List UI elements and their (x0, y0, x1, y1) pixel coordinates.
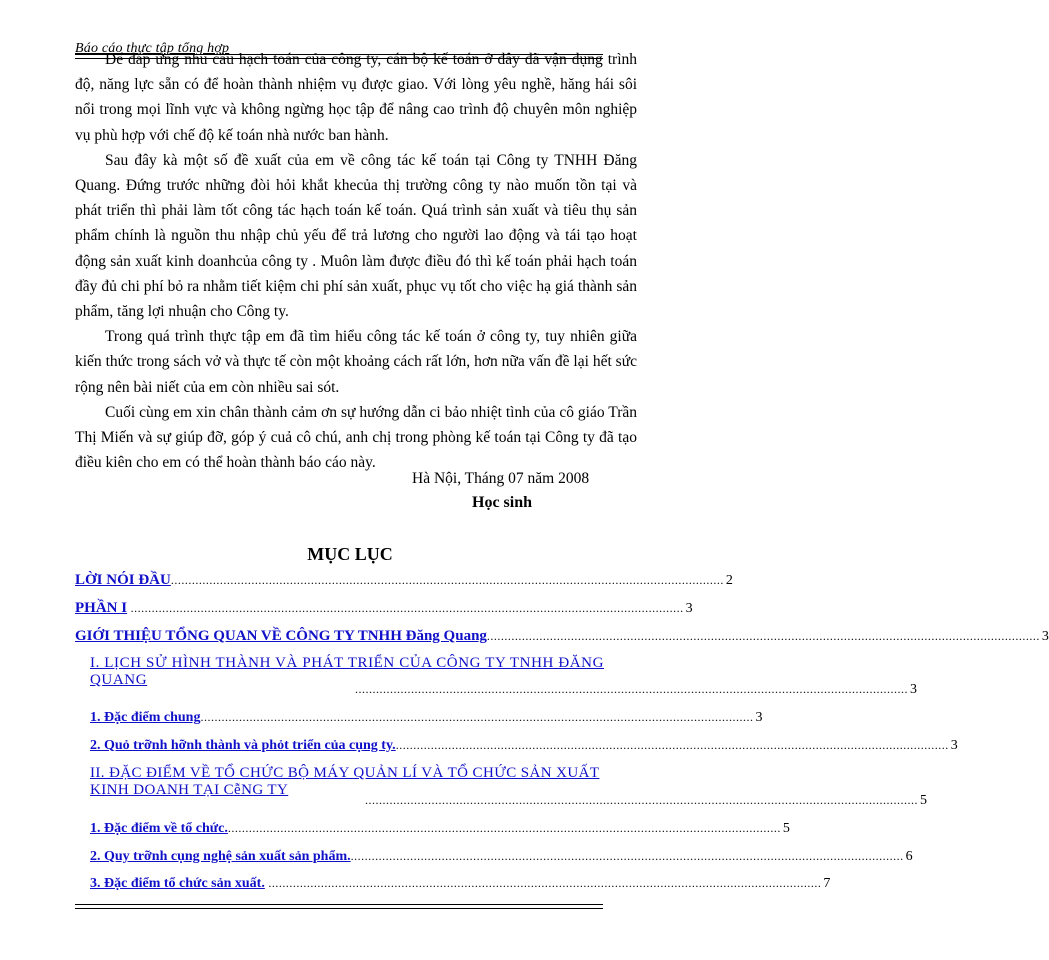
toc-leader-dots: .............................................................................................................................................................. (127, 601, 684, 615)
page-header-title: Báo cáo thực tập tổng hợp (75, 41, 230, 56)
toc-page-number: 3 (1041, 629, 1049, 644)
body-text (75, 47, 637, 475)
toc-entry[interactable] (90, 876, 831, 892)
toc-page-number: 5 (782, 821, 790, 836)
toc-entry-link[interactable]: II. ĐẶC ĐIỂM VỀ TỔ CHỨC BỘ MÁY QUẢN LÍ VÀ TỔ CHỨC SẢN XUẤT KINH DOANH TẠI CễNG TY (90, 765, 600, 798)
signature-date: Hà Nội, Tháng 07 năm 2008 (412, 470, 590, 487)
toc-entry-link[interactable]: I. LỊCH SỬ HÌNH THÀNH VÀ PHÁT TRIỂN CỦA CÔNG TY TNHH ĐĂNG QUANG (90, 655, 605, 688)
toc-entry[interactable] (90, 738, 958, 754)
toc-page-number: 2 (725, 573, 733, 588)
toc-entry-link[interactable]: 1. Đặc điểm chung (90, 710, 201, 725)
footer-divider (75, 904, 603, 909)
toc-entry-link[interactable]: PHẦN I (75, 600, 128, 616)
signature-name: Học sinh (472, 494, 533, 511)
toc-entry[interactable] (75, 600, 693, 617)
paragraph: Sau đây kà một số đề xuất của em về công tác kế toán tại Công ty TNHH Đăng Quang. Đứng trước những đòi hỏi khắt khecủa thị trường công ty nào muốn tồn tại và phát triển thì phải làm tốt công tác hạch toán kế toán. Quá trình sản xuất và tiêu thụ sản phẩm chính là nguồn thu nhập chủ yếu để trả lương cho người lao động và tái tạo hoạt động sản xuất kinh doanhcủa công ty . Muôn làm được điều đó thì kế toán phải hạch toán đầy đủ chi phí bỏ ra nhằm tiết kiệm chi phí sản xuất, phục vụ tốt cho việc hạ giá thành sản phẩm, tăng lợi nhuận cho Công ty. (75, 151, 637, 321)
toc-page-number: 3 (910, 682, 917, 697)
paragraph: Trong quá trình thực tập em đã tìm hiểu công tác kế toán ở công ty, tuy nhiên giữa kiến thức trong sách vở và thực tế còn một khoảng cách rất lớn, hơn nữa vấn đề lại hết sức rộng nên bài niết của em còn nhiều sai sót. (75, 328, 637, 396)
toc-page-number: 3 (755, 710, 763, 725)
toc-entry-line (355, 682, 917, 698)
toc-entry-link[interactable]: 3. Đặc điểm tổ chức sản xuất. (90, 876, 265, 891)
toc-entry[interactable] (90, 710, 763, 726)
paragraph: Cuối cùng em xin chân thành cảm ơn sự hướng dẫn ci bảo nhiệt tình của cô giáo Trần Thị Miến và sự giúp đỡ, góp ý cuả cô chú, anh chị trong phòng kế toán tại Công ty đã tạo điều kiên cho em có thể hoàn thành báo cáo này. (75, 403, 637, 472)
toc-leader-dots: .............................................................................................................................................................. (355, 682, 908, 696)
toc-entry-link[interactable]: GIỚI THIỆU TỔNG QUAN VỀ CÔNG TY TNHH Đăng Quang (75, 628, 487, 644)
toc-entry-link[interactable]: 1. Đặc điểm về tổ chức. (90, 821, 228, 836)
toc-entry-link[interactable]: 2. Quy trỡnh cụng nghệ sản xuất sản phẩm. (90, 849, 351, 864)
toc-leader-dots: .............................................................................................................................................................. (227, 821, 781, 835)
toc-leader-dots: .............................................................................................................................................................. (486, 629, 1040, 643)
toc-page-number: 3 (950, 738, 958, 753)
toc-entry-link[interactable]: 2. Quỏ trỡnh hỡnh thành và phỏt triển của cụng ty. (90, 738, 396, 753)
toc-entry[interactable] (90, 849, 913, 865)
toc-title: MỤC LỤC (307, 544, 393, 564)
paragraph: Để đáp ứng nhu cầu hạch toán của công ty, cán bộ kế toán ở đây đã vận dụng trình độ, năng lực sẵn có để hoàn thành nhiệm vụ được giao. Với lòng yêu nghề, hăng hái sôi nổi trong mọi lĩnh vực và không ngừng học tập để nâng cao trình độ chuyên môn nghiệp vụ phù hợp với chế độ kế toán nhà nước ban hành. (75, 51, 637, 144)
toc-entry[interactable] (75, 628, 1049, 645)
toc-page-number: 3 (685, 601, 693, 616)
toc-leader-dots: .............................................................................................................................................................. (264, 876, 822, 890)
toc-page-number: 5 (920, 793, 927, 808)
toc-leader-dots: .............................................................................................................................................................. (395, 738, 949, 752)
toc-leader-dots: .............................................................................................................................................................. (350, 849, 904, 863)
toc-page-number: 7 (823, 876, 831, 891)
toc-entry-link[interactable]: LỜI NÓI ĐẦU (75, 572, 171, 588)
toc-entry[interactable] (75, 572, 733, 589)
toc-leader-dots: .............................................................................................................................................................. (200, 710, 754, 724)
toc-entry[interactable] (90, 821, 790, 837)
toc-leader-dots: .............................................................................................................................................................. (365, 793, 918, 807)
toc-page-number: 6 (905, 849, 913, 864)
toc-leader-dots: .............................................................................................................................................................. (170, 573, 724, 587)
toc-entry-line (365, 793, 927, 809)
